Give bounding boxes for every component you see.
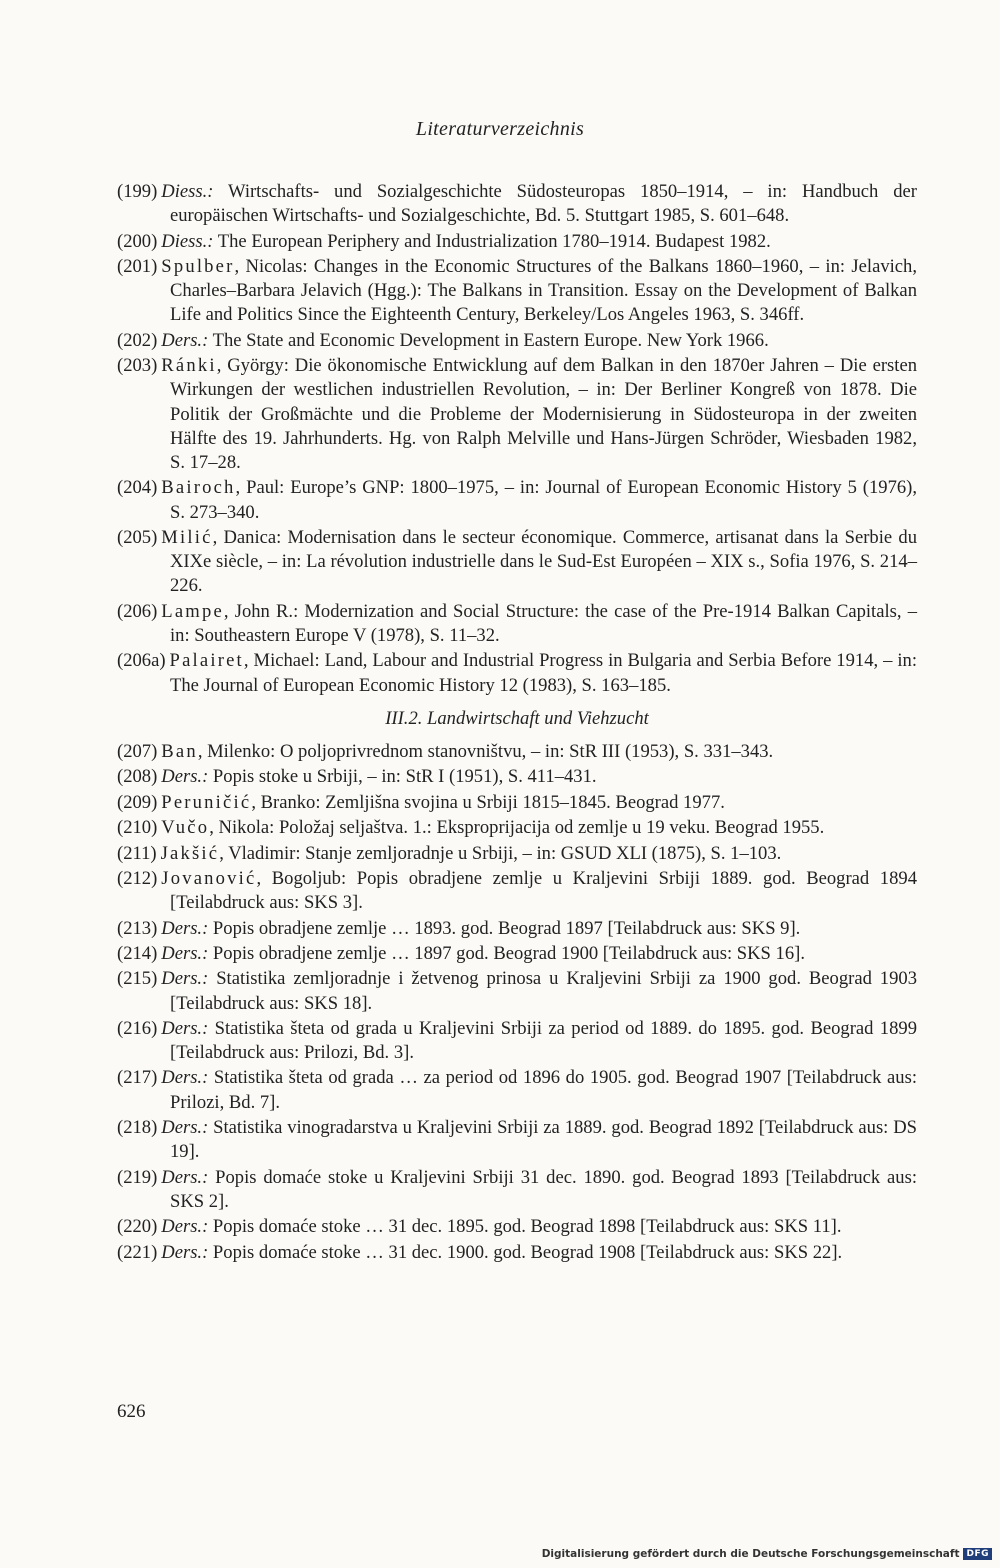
bibliography-entry xyxy=(117,230,917,254)
bibliography-entry xyxy=(117,867,917,915)
entry-text: Popis domaće stoke u Kraljevini Srbiji 31 dec. 1890. god. Beograd 1893 [Teilabdruck aus: SKS 2]. xyxy=(170,1166,917,1212)
entry-number: (201) xyxy=(117,255,158,277)
bibliography-entry xyxy=(117,1116,917,1164)
entry-number: (207) xyxy=(117,740,158,762)
entry-author: Jovanović xyxy=(161,867,257,889)
entry-text: , John R.: Modernization and Social Structure: the case of the Pre-1914 Balkan Capitals, – in: Southeastern Europe V (1978), S. 11–32. xyxy=(170,600,917,646)
entry-author: Lampe xyxy=(161,600,224,622)
entry-text: Popis stoke u Srbiji, – in: StR I (1951), S. 411–431. xyxy=(208,766,597,788)
entry-number: (214) xyxy=(117,942,158,964)
entry-text: , Danica: Modernisation dans le secteur économique. Commerce, artisanat dans la Serbie du XIXe siècle, – in: La révolution industrielle dans le Sud-Est Européen – XIX s., Sofia 1976, S. 214–226. xyxy=(170,526,917,597)
entry-author-abbrev: Ders.: xyxy=(161,329,209,351)
entry-author-abbrev: Ders.: xyxy=(161,917,209,939)
bibliography-entry xyxy=(117,329,917,353)
entry-text: , György: Die ökonomische Entwicklung auf dem Balkan in den 1870er Jahren – Die ersten Wirkungen der westlichen industriellen Revolution, – in: Der Berliner Kongreß von 1878. Die Politik der Großmächte und die Probleme der Modernisierung in Südosteuropa in der zweiten Hälfte des 19. Jahrhunderts. Hg. von Ralph Melville und Hans-Jürgen Schröder, Wiesbaden 1982, S. 17–28. xyxy=(170,355,917,473)
entry-text: , Paul: Europe’s GNP: 1800–1975, – in: Journal of European Economic History 5 (1976), S. 273–340. xyxy=(170,477,917,523)
bibliography xyxy=(117,180,917,1266)
bibliography-list-agriculture xyxy=(117,740,917,1265)
entry-number: (212) xyxy=(117,867,158,889)
entry-number: (217) xyxy=(117,1067,158,1089)
entry-number: (215) xyxy=(117,968,158,990)
entry-number: (210) xyxy=(117,817,158,839)
bibliography-entry xyxy=(117,765,917,789)
entry-text: Popis obradjene zemlje … 1897 god. Beograd 1900 [Teilabdruck aus: SKS 16]. xyxy=(208,942,805,964)
bibliography-entry xyxy=(117,255,917,328)
entry-author-abbrev: Ders.: xyxy=(161,1166,209,1188)
entry-text: , Michael: Land, Labour and Industrial Progress in Bulgaria and Serbia Before 1914, – in: The Journal of European Economic History 12 (1983), S. 163–185. xyxy=(170,650,917,696)
entry-number: (220) xyxy=(117,1216,158,1238)
bibliography-entry xyxy=(117,476,917,524)
bibliography-entry xyxy=(117,354,917,475)
entry-text: Popis domaće stoke … 31 dec. 1900. god. Beograd 1908 [Teilabdruck aus: SKS 22]. xyxy=(208,1241,843,1263)
entry-author-abbrev: Diess.: xyxy=(161,230,214,252)
entry-author: Vučo xyxy=(161,817,210,839)
entry-author: Bairoch xyxy=(161,477,236,499)
entry-number: (221) xyxy=(117,1241,158,1263)
entry-author-abbrev: Ders.: xyxy=(161,1017,209,1039)
entry-author: Ban xyxy=(161,740,198,762)
dfg-logo: DFG xyxy=(963,1548,992,1560)
footer-text: Digitalisierung gefördert durch die Deutsche Forschungsgemeinschaft xyxy=(541,1548,960,1560)
entry-author-abbrev: Ders.: xyxy=(161,1067,209,1089)
entry-number: (211) xyxy=(117,842,157,864)
entry-author: Spulber xyxy=(161,255,235,277)
entry-text: , Vladimir: Stanje zemljoradnje u Srbiji, – in: GSUD XLI (1875), S. 1–103. xyxy=(219,842,782,864)
entry-text: , Bogoljub: Popis obradjene zemlje u Kraljevini Srbiji 1889. god. Beograd 1894 [Teilabdruck aus: SKS 3]. xyxy=(170,867,917,914)
entry-author: Ránki xyxy=(161,355,217,377)
section-title: III.2. Landwirtschaft und Viehzucht xyxy=(385,707,649,729)
entry-text: Popis obradjene zemlje … 1893. god. Beograd 1897 [Teilabdruck aus: SKS 9]. xyxy=(208,917,801,939)
entry-number: (218) xyxy=(117,1117,158,1139)
entry-number: (216) xyxy=(117,1017,158,1039)
entry-number: (205) xyxy=(117,526,158,548)
entry-author-abbrev: Ders.: xyxy=(161,1216,209,1238)
entry-author-abbrev: Ders.: xyxy=(161,968,209,990)
bibliography-entry xyxy=(117,942,917,966)
bibliography-entry xyxy=(117,600,917,648)
entry-author: Peruničić xyxy=(161,791,252,813)
entry-number: (209) xyxy=(117,791,158,813)
entry-author-abbrev: Ders.: xyxy=(161,1241,209,1263)
running-header: Literaturverzeichnis xyxy=(415,118,585,140)
bibliography-entry xyxy=(117,842,917,866)
entry-number: (202) xyxy=(117,329,158,351)
entry-text: Statistika vinogradarstva u Kraljevini Srbiji za 1889. god. Beograd 1892 [Teilabdruck aus: DS 19]. xyxy=(170,1117,917,1163)
entry-text: Statistika zemljoradnje i žetvenog prinosa u Kraljevini Srbiji za 1900 god. Beograd 1903 [Teilabdruck aus: SKS 18]. xyxy=(170,968,917,1014)
entry-number: (203) xyxy=(117,355,158,377)
bibliography-entry xyxy=(117,526,917,599)
entry-number: (208) xyxy=(117,766,158,788)
entry-number: (204) xyxy=(117,477,158,499)
entry-text: The State and Economic Development in Eastern Europe. New York 1966. xyxy=(208,329,769,351)
entry-text: , Milenko: O poljoprivrednom stanovništvu, – in: StR III (1953), S. 331–343. xyxy=(197,740,774,762)
entry-text: Statistika šteta od grada u Kraljevini Srbiji za period od 1889. do 1895. god. Beograd 1899 [Teilabdruck aus: Prilozi, Bd. 3]. xyxy=(170,1017,917,1064)
bibliography-entry xyxy=(117,1215,917,1239)
entry-number: (219) xyxy=(117,1166,158,1188)
entry-author: Palairet xyxy=(169,650,244,672)
entry-number: (206a) xyxy=(117,650,166,672)
entry-text: Wirtschafts- und Sozialgeschichte Südosteuropas 1850–1914, – in: Handbuch der europäischen Wirtschafts- und Sozialgeschichte, Bd. 5. Stuttgart 1985, S. 601–648. xyxy=(170,181,917,227)
entry-author-abbrev: Diess.: xyxy=(161,181,214,202)
bibliography-entry xyxy=(117,967,917,1015)
bibliography-entry xyxy=(117,1066,917,1114)
bibliography-entry xyxy=(117,649,917,697)
entry-text: , Nicolas: Changes in the Economic Structures of the Balkans 1860–1960, – in: Jelavich, Charles–Barbara Jelavich (Hgg.): The Balkans in Transition. Essay on the Development of Balkan Life and Politics Since the Eighteenth Century, Berkeley/Los Angeles 1963, S. 346ff. xyxy=(170,255,917,326)
bibliography-entry xyxy=(117,1017,917,1065)
entry-text: Popis domaće stoke … 31 dec. 1895. god. Beograd 1898 [Teilabdruck aus: SKS 11]. xyxy=(208,1216,842,1238)
bibliography-list-economy xyxy=(117,180,917,698)
entry-number: (199) xyxy=(117,181,158,202)
entry-author-abbrev: Ders.: xyxy=(161,766,209,788)
entry-number: (200) xyxy=(117,230,158,252)
entry-text: , Nikola: Položaj seljaštva. 1.: Eksproprijacija od zemlje u 19 veku. Beograd 1955. xyxy=(209,817,825,839)
entry-number: (213) xyxy=(117,917,158,939)
entry-number: (206) xyxy=(117,600,158,622)
entry-author: Milić xyxy=(161,526,213,548)
entry-author-abbrev: Ders.: xyxy=(161,1117,209,1139)
entry-text: , Branko: Zemljišna svojina u Srbiji 1815–1845. Beograd 1977. xyxy=(251,791,725,813)
bibliography-entry xyxy=(117,791,917,815)
bibliography-entry xyxy=(117,917,917,941)
bibliography-entry xyxy=(117,740,917,764)
entry-author: Jakšić xyxy=(160,842,220,864)
bibliography-entry xyxy=(117,816,917,840)
bibliography-entry xyxy=(117,180,917,228)
entry-text: Statistika šteta od grada … za period od 1896 do 1905. god. Beograd 1907 [Teilabdruck aus: Prilozi, Bd. 7]. xyxy=(170,1067,917,1113)
page-number: 626 xyxy=(117,1401,146,1422)
bibliography-entry xyxy=(117,1166,917,1214)
entry-text: The European Periphery and Industrialization 1780–1914. Budapest 1982. xyxy=(213,230,771,252)
footer xyxy=(542,1548,992,1560)
entry-author-abbrev: Ders.: xyxy=(161,942,209,964)
bibliography-entry xyxy=(117,1241,917,1265)
